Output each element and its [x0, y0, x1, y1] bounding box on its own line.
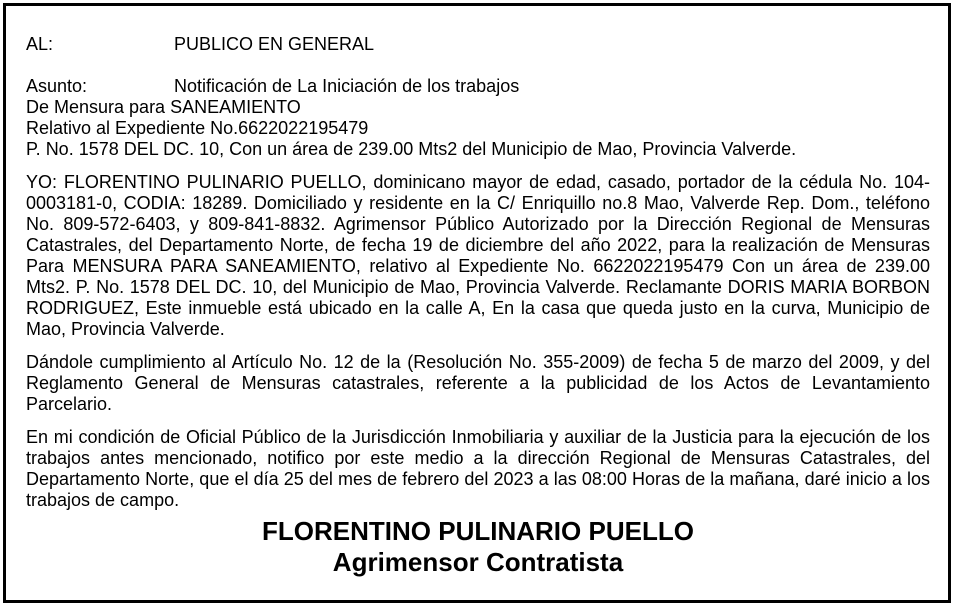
subject-line-parcela: P. No. 1578 DEL DC. 10, Con un área de 239.00 Mts2 del Municipio de Mao, Provincia Valverde.	[26, 139, 797, 159]
document-border	[3, 3, 951, 603]
spacer	[26, 55, 930, 76]
subject-value: Notificación de La Iniciación de los trabajos	[174, 76, 520, 96]
signature-block	[26, 516, 930, 578]
subject-line-expediente: Relativo al Expediente No.6622022195479	[26, 118, 369, 138]
subject-row	[26, 76, 930, 97]
notice-paragraph: En mi condición de Oficial Público de la Jurisdicción Inmobiliaria y auxiliar de la Justicia para la ejecución de los trabajos antes mencionado, notifico por este medio a la dirección Regional de Mensuras Catastrales, del Departamento Norte, que el día 25 del mes de febrero del 2023 a las 08:00 Horas de la mañana, daré inicio a los trabajos de campo.	[26, 427, 930, 510]
declaration-paragraph: YO: FLORENTINO PULINARIO PUELLO, dominicano mayor de edad, casado, portador de la cédula No. 104-0003181-0, CODIA: 18289. Domiciliado y residente en la C/ Enriquillo no.8 Mao, Valverde Rep. Dom., teléfono No. 809-572-6403, y 809-841-8832. Agrimensor Público Autorizado por la Dirección Regional de Mensuras Catastrales, del Departamento Norte, de fecha 19 de diciembre del año 2022, para la realización de Mensuras Para MENSURA PARA SANEAMIENTO, relativo al Expediente No. 6622022195479 Con un área de 239.00 Mts2. P. No. 1578 DEL DC. 10, del Municipio de Mao, Provincia Valverde. Reclamante DORIS MARIA BORBON RODRIGUEZ, Este inmueble está ubicado en la calle A, En la casa que queda justo en la curva, Municipio de Mao, Provincia Valverde.	[26, 172, 930, 339]
document-header	[26, 34, 930, 160]
signature-title: Agrimensor Contratista	[332, 547, 624, 577]
subject-label: Asunto:	[26, 76, 88, 96]
signature-name: FLORENTINO PULINARIO PUELLO	[262, 516, 694, 546]
recipient-label: AL:	[26, 34, 54, 54]
subject-line-mensura: De Mensura para SANEAMIENTO	[26, 97, 301, 117]
recipient-value: PUBLICO EN GENERAL	[174, 34, 375, 54]
recipient-row	[26, 34, 930, 55]
legal-basis-paragraph: Dándole cumplimiento al Artículo No. 12 de la (Resolución No. 355-2009) de fecha 5 de marzo del 2009, y del Reglamento General de Mensuras catastrales, referente a la publicidad de los Actos de Levantamiento Parcelario.	[26, 352, 930, 414]
notice-document	[26, 34, 930, 578]
